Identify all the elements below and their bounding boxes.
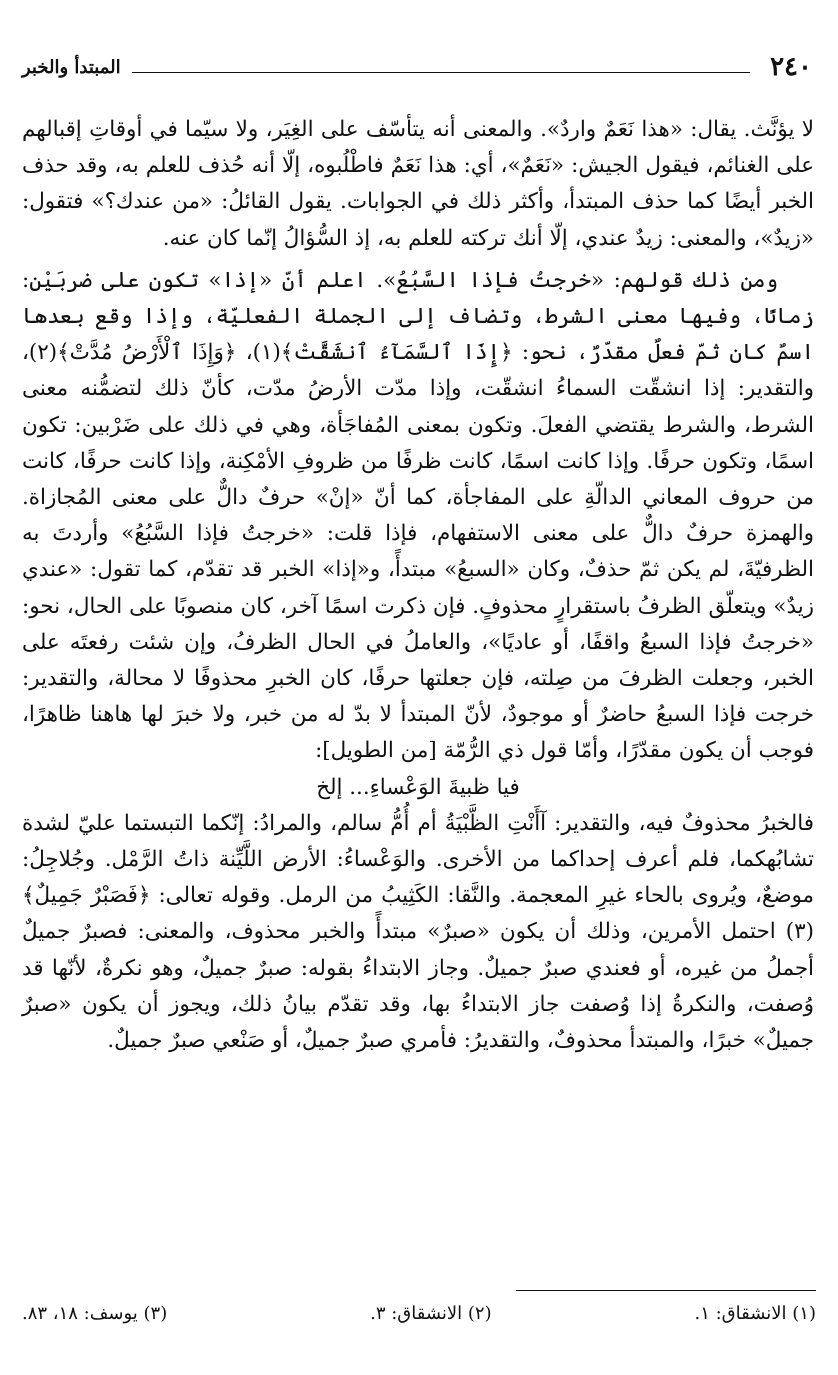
page-header xyxy=(22,52,812,86)
footnote-rule xyxy=(516,1290,816,1291)
running-title: المبتدأ والخبر xyxy=(22,57,121,78)
verse-line: فيا ظبيةَ الوَعْساءِ... إلخ xyxy=(316,774,520,800)
paragraph-3: فالخبرُ محذوفٌ فيه، والتقدير: آأَنْتِ الظَّبْيَةُ أم أُمُّ سالم، والمرادُ: إنّكما التبستما عليّ لشدة تشابُهكما، فلم أعرف إحداكما من الأخرى. والوَعْساءُ: الأرض اللَّيِّنة ذاتُ الرَّمْل. وجُلاجِلُ: موضعٌ، ويُروى بالحاء غيرِ المعجمة. والنَّقا: الكَثِيبُ من الرمل. وقوله تعالى: ﴿فَصَبْرٌ جَمِيلٌ﴾(٣) احتمل الأمرين، وذلك أن يكون «صبرٌ» مبتدأً والخبر محذوف، والمعنى: فصبرٌ جميلٌ أجملُ من غيره، أو فعندي صبرٌ جميلٌ. وجاز الابتداءُ بقوله: صبرٌ جميلٌ، وهو نكرةٌ، لأنّها قد وُصفت، والنكرةُ إذا وُصفت جاز الابتداءُ بها، وقد تقدّم بيانُ ذلك، ويجوز أن يكون «صبرٌ جميلٌ» خبرًا، والمبتدأ محذوفٌ، والتقديرُ: فأمري صبرٌ جميلٌ، أو صَنْعي صبرٌ جميلٌ. xyxy=(22,810,814,1054)
footnote-2: (٢) الانشقاق: ٣. xyxy=(370,1303,492,1324)
paragraph-2: ومن ذلك قولهم: «خرجتُ فإذا السَّبُعُ». اعلم أنّ «إذا» تكون على ضربَيْن: زمانًا، وفيها معنى الشرط، وتضاف إلى الجملة الفعليّة، وإذا وقع بعدها اسمٌ كان ثمّ فعلٌ مقدّرٌ، نحو: ﴿إِذَا ٱلسَّمَآءُ ٱنشَقَّتْ﴾(١)، ﴿وَإِذَا ٱلْأَرْضُ مُدَّتْ﴾(٢)، والتقدير: إذا انشقّت السماءُ انشقّت، وإذا مدّت الأرضُ مدّت، كأنّ ذلك لتضمُّنه معنى الشرط، والشرط يقتضي الفعلَ. وتكون بمعنى المُفاجَأة، وهي في ذلك على ضَرْبين: تكون اسمًا، وتكون حرفًا. وإذا كانت اسمًا، كانت ظرفًا من ظروفِ الأمْكِنة، وإذا كانت حرفًا، كانت من حروف المعاني الدالّةِ على المفاجأة، كما أنّ «إنْ» حرفٌ دالٌّ على معنى المُجازاة. والهمزة حرفٌ دالٌّ على معنى الاستفهام، فإذا قلت: «خرجتُ فإذا السَّبُعُ» وأردتَ به الظرفيّةَ، لم يكن ثمّ حذفٌ، وكان «السبعُ» مبتدأً، و«إذا» الخبر قد تقدّم، كما تقول: «عندي زيدٌ» ويتعلّق الظرفُ باستقرارٍ محذوفٍ. فإن ذكرت اسمًا آخر، كان منصوبًا على الحال، نحو: «خرجتُ فإذا السبعُ واقفًا، أو عاديًا»، والعاملُ في الحال الظرفُ، وإن شئت رفعتَه على الخبر، وجعلت الظرفَ من صِلته، فإن جعلتها حرفًا، كان الخبرِ محذوفًا لا محالة، والتقدير: خرجت فإذا السبعُ حاضرٌ أو موجودٌ، لأنّ المبتدأ لا بدّ له من خبر، ولا خبرَ لها هاهنا ظاهرًا، فوجب أن يكون مقدّرًا، وأمّا قول ذي الرُّمّة [من الطويل]: xyxy=(22,267,814,764)
footnote-3: (٣) يوسف: ١٨، ٨٣. xyxy=(22,1303,168,1324)
main-text xyxy=(22,112,814,1059)
footnotes xyxy=(22,1300,816,1328)
page-number: ٢٤٠ xyxy=(770,52,812,82)
footnote-1: (١) الانشقاق: ١. xyxy=(694,1303,816,1324)
paragraph-1: لا يؤنَّث. يقال: «هذا نَعَمٌ واردٌ». والمعنى أنه يتأسّف على الغِيَر، ولا سيّما في أوقاتِ إقبالهم على الغنائم، فيقول الجيش: «نَعَمٌ»، أي: هذا نَعَمٌ فاطْلُبوه، إلّا أنه حُذف للعلم به، وقد حذف الخبر أيضًا كما حذف المبتدأ، وأكثر ذلك في الجوابات. يقول القائلُ: «من عندك؟» فتقول: «زيدٌ»، والمعنى: زيدٌ عندي، إلّا أنك تركته للعلم به، إذ السُّؤالُ إنّما كان عنه. xyxy=(22,117,814,251)
header-rule xyxy=(132,72,750,73)
